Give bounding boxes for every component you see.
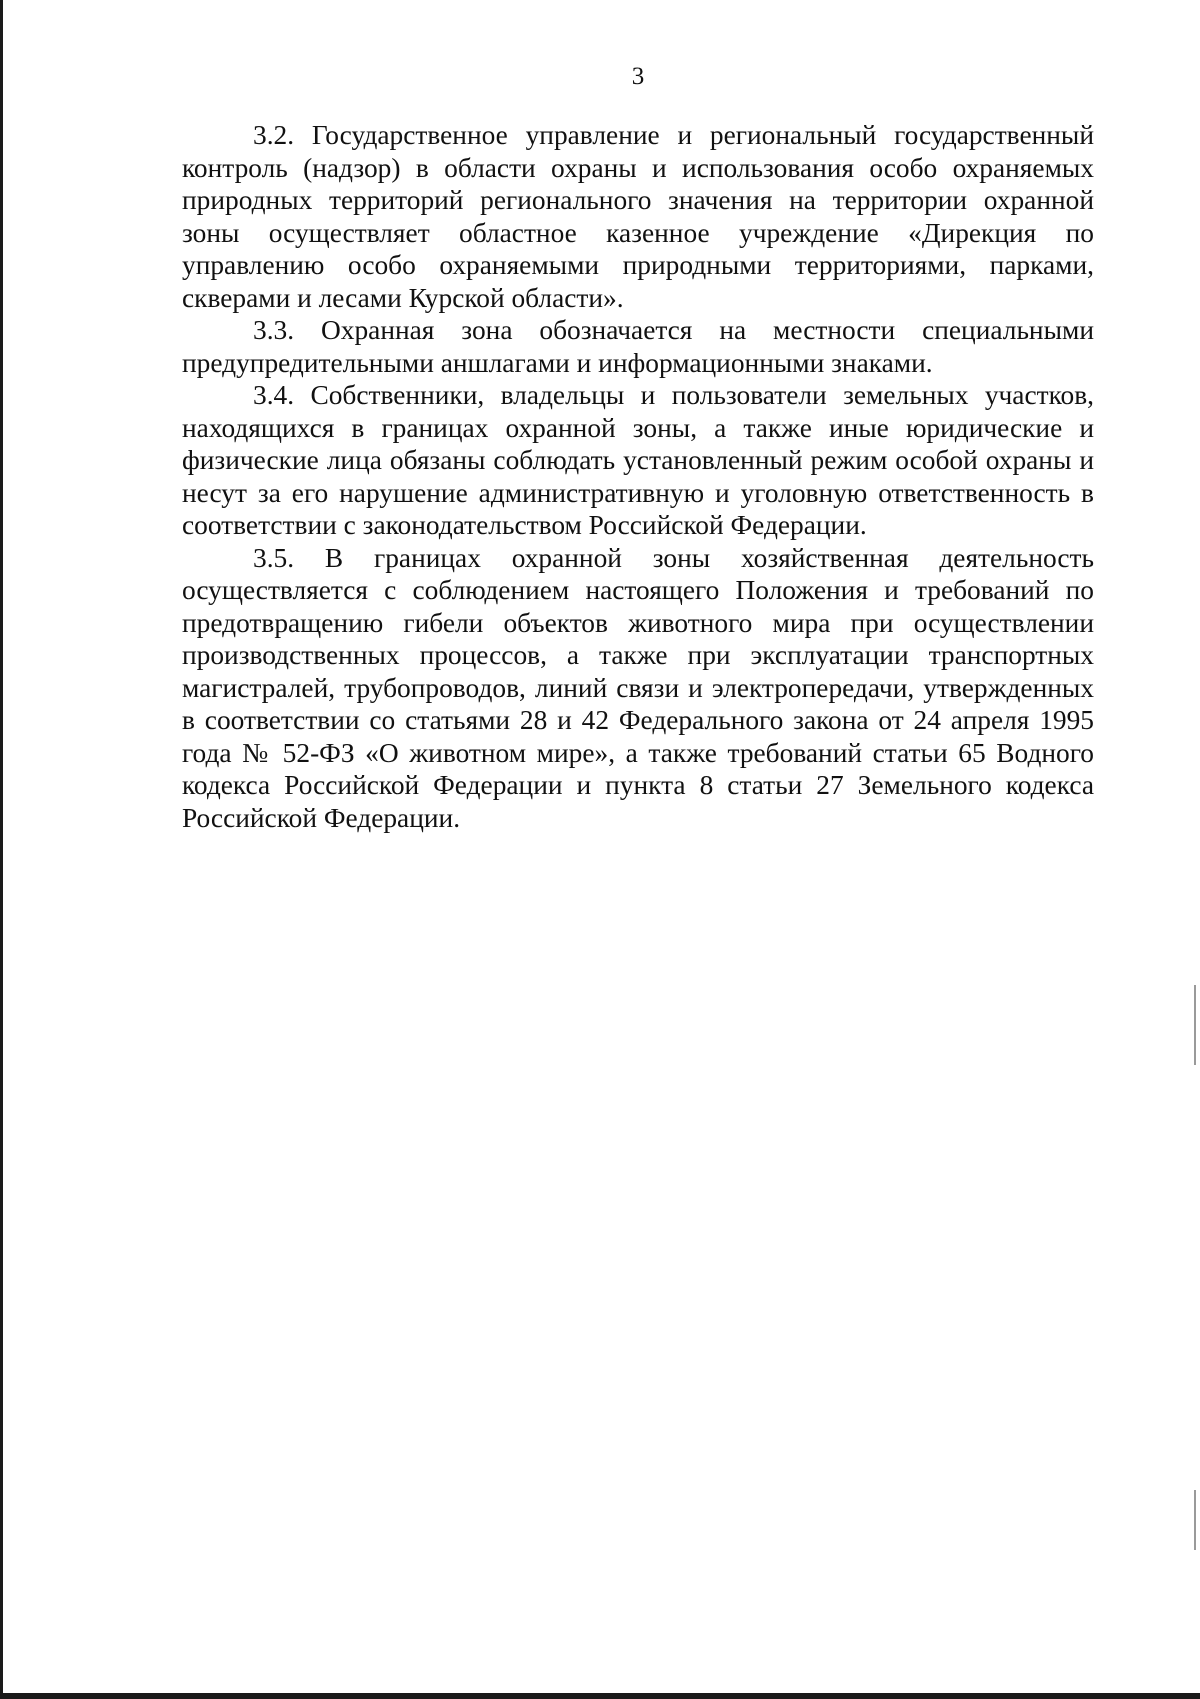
scan-left-border	[0, 0, 3, 1699]
paragraph-3-2: 3.2. Государственное управление и региональный государственный контроль (надзор) в области охраны и использования особо охраняемых природных территорий регионального значения на территории охранной зоны осуществляет областное казенное учреждение «Дирекция по управлению особо охраняемыми природными территориями, парками, скверами и лесами Курской области».	[182, 120, 1094, 313]
document-body	[182, 119, 1094, 834]
paragraph-3-3: 3.3. Охранная зона обозначается на местности специальными предупредительными аншлагами и информационными знаками.	[182, 315, 1094, 378]
page-number: 3	[631, 63, 645, 90]
scan-right-mark	[1194, 985, 1196, 1065]
scan-bottom-border	[0, 1693, 1200, 1699]
paragraph-3-5: 3.5. В границах охранной зоны хозяйственная деятельность осуществляется с соблюдением настоящего Положения и требований по предотвращению гибели объектов животного мира при осуществлении производственных процессов, а также при эксплуатации транспортных магистралей, трубопроводов, линий связи и электропередачи, утвержденных в соответствии со статьями 28 и 42 Федерального закона от 24 апреля 1995 года № 52-ФЗ «О животном мире», а также требований статьи 65 Водного кодекса Российской Федерации и пункта 8 статьи 27 Земельного кодекса Российской Федерации.	[182, 542, 1094, 833]
scan-right-mark	[1194, 1490, 1196, 1550]
paragraph-3-4: 3.4. Собственники, владельцы и пользователи земельных участков, находящихся в границах охранной зоны, а также иные юридические и физические лица обязаны соблюдать установленный режим особой охраны и несут за его нарушение административную и уголовную ответственность в соответствии с законодательством Российской Федерации.	[182, 380, 1094, 540]
